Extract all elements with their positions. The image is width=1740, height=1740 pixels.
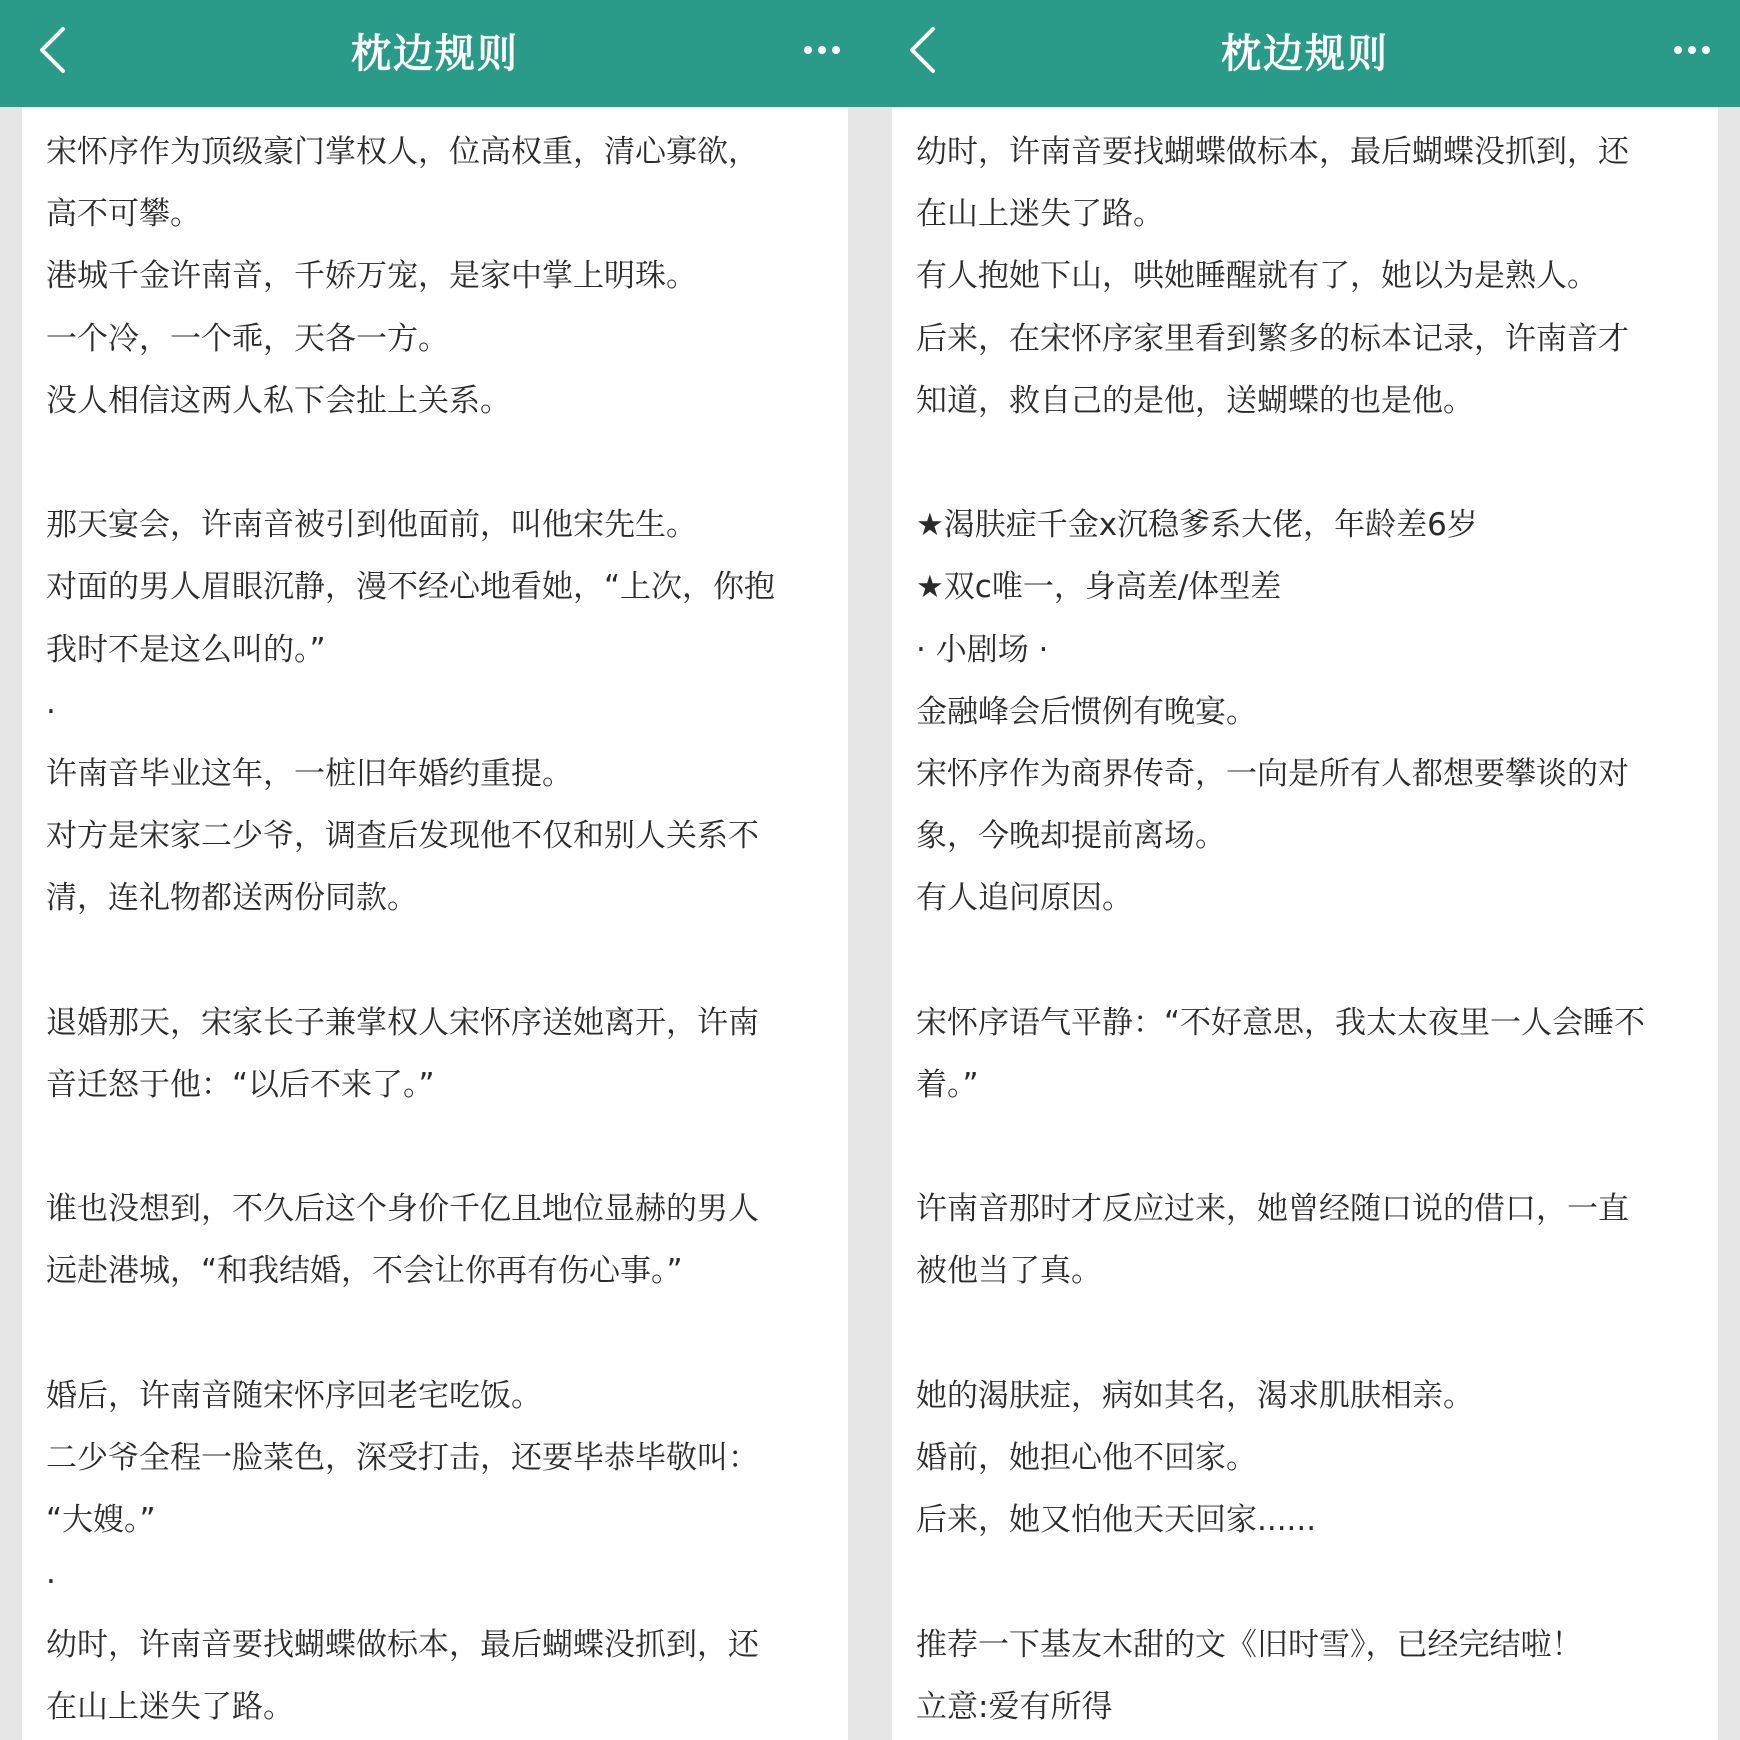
text-line: 音迁怒于他：“以后不来了。” xyxy=(46,1066,435,1103)
text-line: · xyxy=(46,1564,56,1601)
blank-line xyxy=(916,1303,1694,1365)
text-line: 宋怀序作为顶级豪门掌权人，位高权重，清心寡欲， xyxy=(46,134,759,170)
page-title: 枕边规则 xyxy=(1221,30,1389,77)
text-line: 没人相信这两人私下会扯上关系。 xyxy=(46,382,511,419)
text-line: 对方是宋家二少爷，调查后发现他不仅和别人关系不 xyxy=(46,818,759,855)
text-line: 对面的男人眉眼沉静，漫不经心地看她，“上次，你抱 xyxy=(46,569,776,606)
text-line: 知道，救自己的是他，送蝴蝶的也是他。 xyxy=(916,382,1474,419)
blank-line xyxy=(916,1551,1694,1613)
blank-line xyxy=(46,432,824,494)
text-line: 幼时，许南音要找蝴蝶做标本，最后蝴蝶没抓到，还 xyxy=(46,1626,759,1663)
screen-right xyxy=(870,0,1740,1740)
text-line: 退婚那天，宋家长子兼掌权人宋怀序送她离开，许南 xyxy=(46,1004,759,1041)
text-line: 在山上迷失了路。 xyxy=(46,1688,294,1725)
text-line: 金融峰会后惯例有晚宴。 xyxy=(916,693,1257,730)
text-line: 宋怀序语气平静：“不好意思，我太太夜里一人会睡不 xyxy=(916,1004,1646,1041)
text-line: 象，今晚却提前离场。 xyxy=(916,818,1226,855)
text-line: ★双c唯一，身高差/体型差 xyxy=(916,569,1282,606)
text-line: 远赴港城，“和我结婚，不会让你再有伤心事。” xyxy=(46,1253,683,1290)
more-dots-icon[interactable] xyxy=(1664,30,1720,70)
text-line: 立意:爱有所得 xyxy=(916,1688,1113,1725)
text-line: 谁也没想到，不久后这个身价千亿且地位显赫的男人 xyxy=(46,1191,759,1228)
text-line: 许南音毕业这年，一桩旧年婚约重提。 xyxy=(46,755,573,792)
text-line: 有人抱她下山，哄她睡醒就有了，她以为是熟人。 xyxy=(916,258,1598,295)
text-line: 推荐一下基友木甜的文《旧时雪》，已经完结啦！ xyxy=(916,1626,1583,1663)
text-line: · 小剧场 · xyxy=(916,631,1049,668)
blank-line xyxy=(916,1116,1694,1178)
text-line: 着。” xyxy=(916,1066,979,1103)
text-line: 那天宴会，许南音被引到他面前，叫他宋先生。 xyxy=(46,507,697,544)
nav-header xyxy=(870,0,1740,107)
text-line: 被他当了真。 xyxy=(916,1253,1102,1290)
text-line: 她的渴肤症，病如其名，渴求肌肤相亲。 xyxy=(916,1377,1474,1414)
page-title: 枕边规则 xyxy=(351,30,519,77)
text-line: 一个冷，一个乖，天各一方。 xyxy=(46,320,449,357)
blank-line xyxy=(46,929,824,991)
text-line: 后来，在宋怀序家里看到繁多的标本记录，许南音才 xyxy=(916,320,1629,357)
text-line: 有人追问原因。 xyxy=(916,880,1133,917)
text-line: 婚前，她担心他不回家。 xyxy=(916,1439,1257,1476)
text-line: 许南音那时才反应过来，她曾经随口说的借口，一直 xyxy=(916,1191,1629,1228)
text-line: ★渴肤症千金x沉稳爹系大佬，年龄差6岁 xyxy=(916,507,1478,544)
text-line: · xyxy=(46,693,56,730)
nav-header xyxy=(0,0,870,107)
text-line: 在山上迷失了路。 xyxy=(916,196,1164,233)
blank-line xyxy=(916,432,1694,494)
text-line: 高不可攀。 xyxy=(46,196,201,233)
blank-line xyxy=(46,1303,824,1365)
more-dots-icon[interactable] xyxy=(794,30,850,70)
text-line: 港城千金许南音，千娇万宠，是家中掌上明珠。 xyxy=(46,258,697,295)
text-line: 婚后，许南音随宋怀序回老宅吃饭。 xyxy=(46,1377,542,1414)
article-body xyxy=(22,107,848,1740)
blank-line xyxy=(46,1116,824,1178)
text-line: 宋怀序作为商界传奇，一向是所有人都想要攀谈的对 xyxy=(916,755,1629,792)
text-line: 清，连礼物都送两份同款。 xyxy=(46,880,418,917)
text-line: 二少爷全程一脸菜色，深受打击，还要毕恭毕敬叫： xyxy=(46,1439,759,1476)
blank-line xyxy=(916,929,1694,991)
text-line: “大嫂。” xyxy=(46,1502,156,1539)
text-line: 幼时，许南音要找蝴蝶做标本，最后蝴蝶没抓到，还 xyxy=(916,134,1629,170)
article-body xyxy=(892,107,1718,1740)
text-line: 我时不是这么叫的。” xyxy=(46,631,326,668)
text-line: 后来，她又怕他天天回家...... xyxy=(916,1502,1317,1539)
